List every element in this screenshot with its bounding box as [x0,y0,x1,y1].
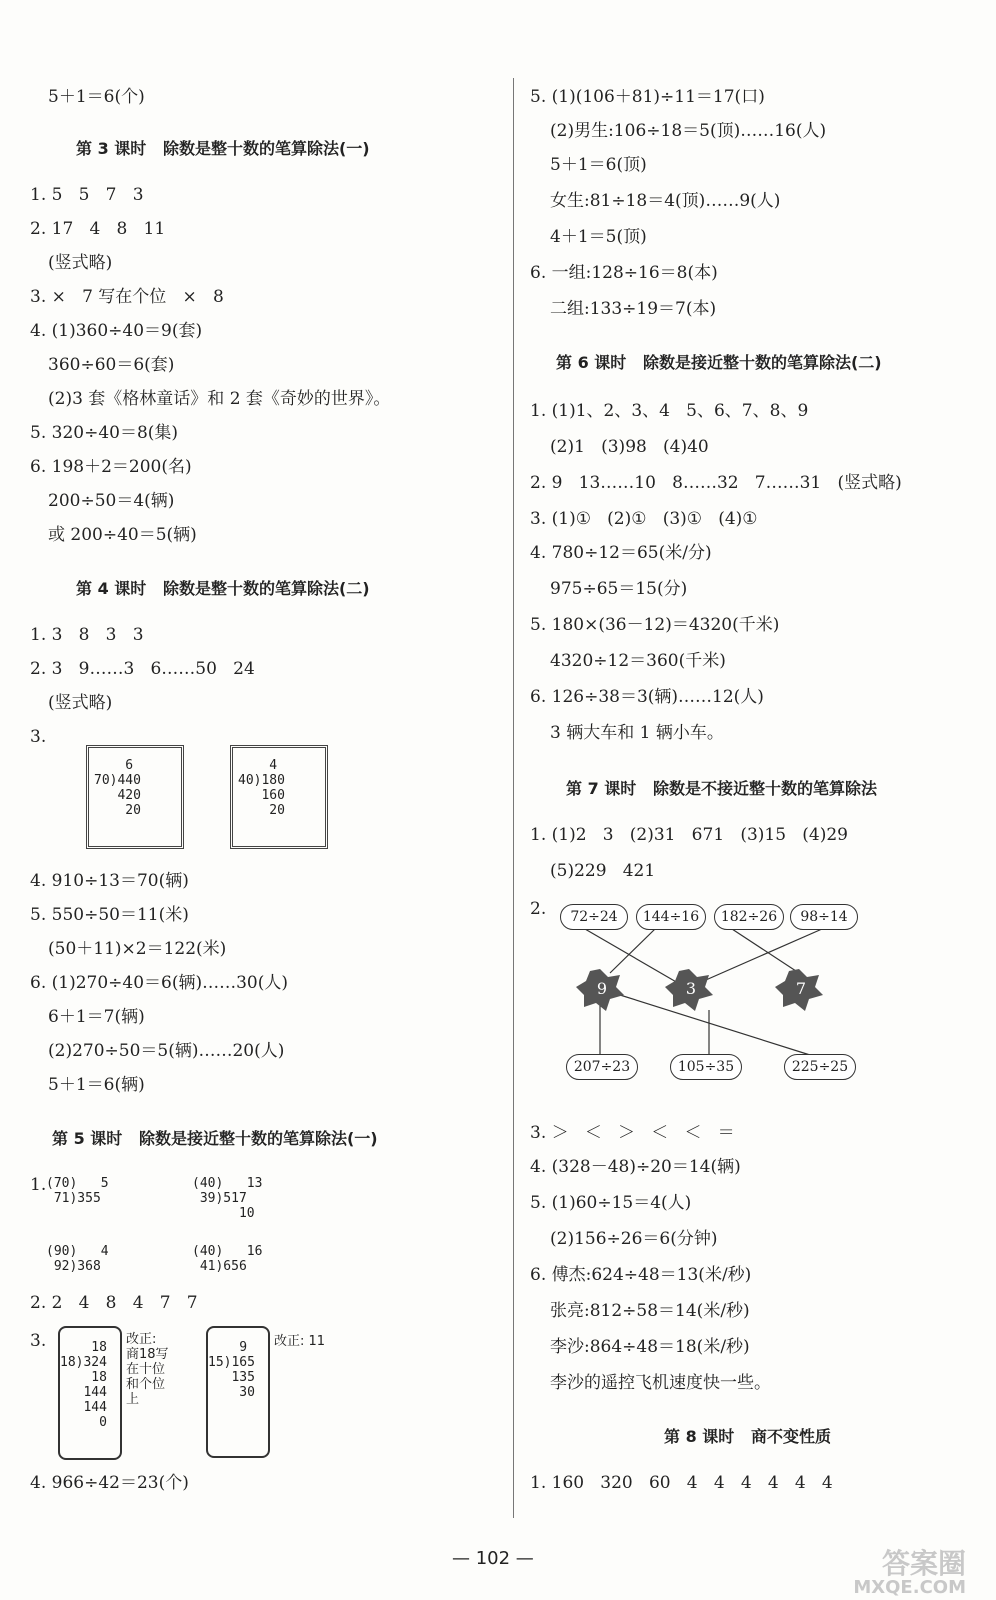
text-line: (2)1 (3)98 (4)40 [550,437,709,457]
cloud-label: 207÷23 [566,1054,638,1080]
text-line: 1. 3 8 3 3 [30,625,144,645]
text-line: 1. [30,1175,47,1195]
section-heading: 第 5 课时 除数是接近整十数的笔算除法(一) [52,1129,378,1148]
text-line: 4. 780÷12＝65(米/分) [530,543,712,563]
text-line: 2. 17 4 8 11 [30,219,166,239]
text-line: 4＋1＝5(顶) [550,227,647,247]
text-line: 2. [530,899,547,919]
text-line: 女生:81÷18＝4(顶)……9(人) [550,191,781,211]
text-line: 3. × 7 写在个位 × 8 [30,287,224,307]
long-division: 9 15)165 135 30 [208,1340,255,1400]
text-line: 360÷60＝6(套) [48,355,175,375]
text-line: 3. (1)① (2)① (3)① (4)① [530,509,758,529]
correction-note: 改正: 商18写 在十位 和个位 上 [126,1332,169,1407]
text-line: 张亮:812÷58＝14(米/秒) [550,1301,750,1321]
text-line: 2. 9 13……10 8……32 7……31 (竖式略) [530,473,902,493]
long-division: (40) 13 39)517 10 [192,1176,263,1221]
leaf-label: 3 [685,979,697,998]
column-divider [513,78,514,1518]
section-heading: 第 3 课时 除数是整十数的笔算除法(一) [76,139,370,158]
text-line: 1. 5 5 7 3 [30,185,144,205]
text-line: (50＋11)×2＝122(米) [48,939,227,959]
long-division: (70) 5 71)355 [46,1176,109,1206]
text-line: 5. 180×(36－12)＝4320(千米) [530,615,780,635]
text-line: 5＋1＝6(辆) [48,1075,145,1095]
page-number: — 102 — [452,1548,534,1569]
correction-note: 改正: 11 [274,1334,326,1349]
long-division: 18 18)324 18 144 144 0 [60,1340,107,1430]
text-line: 975÷65＝15(分) [550,579,688,599]
text-line: 5. 550÷50＝11(米) [30,905,189,925]
text-line: 6＋1＝7(辆) [48,1007,145,1027]
text-line: 200÷50＝4(辆) [48,491,175,511]
text-line: 6. 126÷38＝3(辆)……12(人) [530,687,764,707]
cloud-label: 225÷25 [784,1054,856,1080]
cloud-label: 72÷24 [560,904,628,930]
section-heading: 第 7 课时 除数是不接近整十数的笔算除法 [566,779,877,798]
text-line: (竖式略) [48,253,113,273]
leaf-label: 9 [596,979,608,998]
text-line: 4. (1)360÷40＝9(套) [30,321,203,341]
text-line: (5)229 421 [550,861,656,881]
cloud-label: 105÷35 [670,1054,742,1080]
text-line: 1. (1)2 3 (2)31 671 (3)15 (4)29 [530,825,848,845]
long-division: (40) 16 41)656 [192,1244,263,1274]
text-line: 5＋1＝6(顶) [550,155,647,175]
long-division: (90) 4 92)368 [46,1244,109,1274]
text-line: 李沙:864÷48＝18(米/秒) [550,1337,750,1357]
cloud-label: 144÷16 [636,904,706,930]
long-division: 4 40)180 160 20 [238,758,285,818]
text-line: 5. 320÷40＝8(集) [30,423,179,443]
text-line: 5. (1)60÷15＝4(人) [530,1193,692,1213]
text-line: (2)男生:106÷18＝5(顶)……16(人) [550,121,827,141]
text-line: 5＋1＝6(个) [48,87,145,107]
text-line: 6. 198＋2＝200(名) [30,457,192,477]
text-line: 3. [30,727,47,747]
text-line: 2. 2 4 8 4 7 7 [30,1293,198,1313]
leaf-label: 7 [795,979,807,998]
section-heading: 第 8 课时 商不变性质 [664,1427,831,1446]
text-line: 4. (328－48)÷20＝14(辆) [530,1157,741,1177]
text-line: 1. 160 320 60 4 4 4 4 4 4 [530,1473,833,1493]
match-line [732,929,799,973]
text-line: 或 200÷40＝5(辆) [48,525,197,545]
text-line: 3. ＞ ＜ ＞ ＜ ＜ ＝ [530,1123,735,1143]
section-heading: 第 6 课时 除数是接近整十数的笔算除法(二) [556,353,882,372]
text-line: 李沙的遥控飞机速度快一些。 [550,1373,771,1393]
text-line: 3. [30,1331,47,1351]
text-line: (2)270÷50＝5(辆)……20(人) [48,1041,285,1061]
text-line: 3 辆大车和 1 辆小车。 [550,723,724,743]
text-line: 6. 傅杰:624÷48＝13(米/秒) [530,1265,752,1285]
watermark-logo: 答案圈 [881,1547,966,1580]
section-heading: 第 4 课时 除数是整十数的笔算除法(二) [76,579,370,598]
cloud-label: 182÷26 [714,904,784,930]
text-line: (竖式略) [48,693,113,713]
text-line: 4. 910÷13＝70(辆) [30,871,189,891]
long-division: 6 70)440 420 20 [94,758,141,818]
text-line: 1. (1)1、2、3、4 5、6、7、8、9 [530,401,809,421]
watermark-url: MXQE.COM [853,1577,966,1598]
text-line: 5. (1)(106＋81)÷11＝17(口) [530,87,765,107]
text-line: 4. 966÷42＝23(个) [30,1473,189,1493]
text-line: 二组:133÷19＝7(本) [550,299,717,319]
cloud-label: 98÷14 [790,904,858,930]
text-line: (2)156÷26＝6(分钟) [550,1229,718,1249]
text-line: 4320÷12＝360(千米) [550,651,726,671]
text-line: 6. 一组:128÷16＝8(本) [530,263,718,283]
text-line: 2. 3 9……3 6……50 24 [30,659,255,679]
text-line: 6. (1)270÷40＝6(辆)……30(人) [30,973,289,993]
text-line: (2)3 套《格林童话》和 2 套《奇妙的世界》。 [48,389,391,409]
